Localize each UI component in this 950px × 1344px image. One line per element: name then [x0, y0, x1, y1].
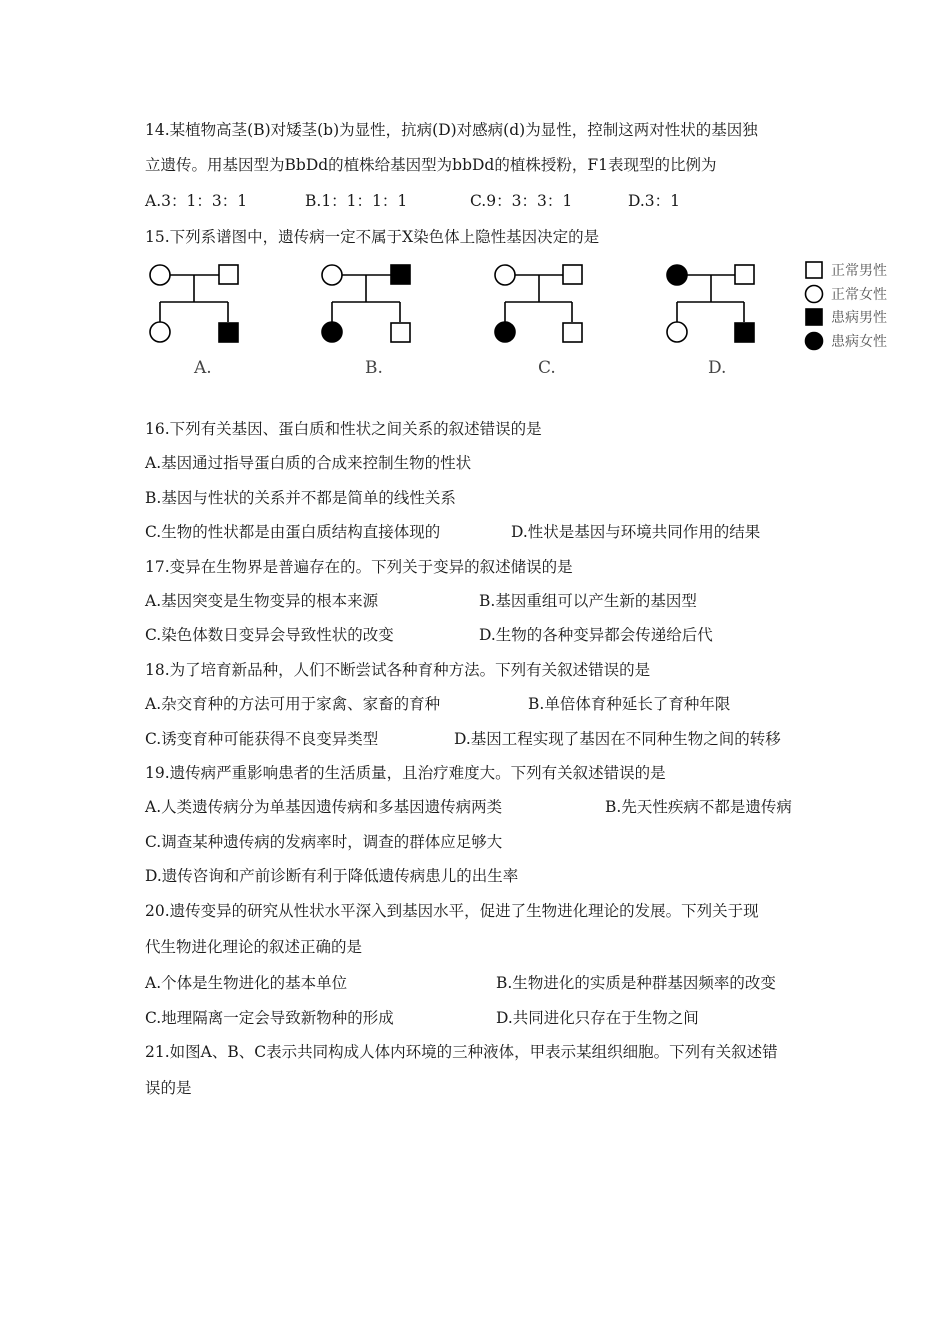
- q20-option-c: C.地理隔离一定会导致新物种的形成: [145, 1009, 394, 1027]
- legend-affected-male-symbol: [806, 309, 822, 325]
- q20-option-b: B.生物进化的实质是种群基因频率的改变: [496, 974, 776, 992]
- pedigree-d-father-normal: [735, 265, 754, 284]
- q15-stem: 15.下列系谱图中，遗传病一定不属于X染色体上隐性基因决定的是: [145, 228, 600, 246]
- pedigree-c-son-normal: [563, 323, 582, 342]
- q16-option-b: B.基因与性状的关系并不都是简单的线性关系: [145, 489, 456, 507]
- q17-option-a: A.基因突变是生物变异的根本来源: [145, 592, 379, 610]
- q19-stem: 19.遗传病严重影响患者的生活质量，且治疗难度大。下列有关叙述错误的是: [145, 764, 666, 782]
- pedigree-b-mother-normal: [322, 265, 342, 285]
- pedigree-label-a: A.: [194, 358, 212, 378]
- pedigree-b-daughter-affected: [322, 322, 342, 342]
- pedigree-a: [150, 265, 238, 342]
- q14-option-c: C.9：3：3：1: [470, 192, 573, 210]
- legend-normal-male-symbol: [806, 262, 822, 278]
- q16-stem: 16.下列有关基因、蛋白质和性状之间关系的叙述错误的是: [145, 420, 542, 438]
- pedigree-legend: [806, 262, 823, 350]
- pedigree-c-father-normal: [563, 265, 582, 284]
- legend-affected-female-symbol: [806, 333, 823, 350]
- q19-option-b: B.先天性疾病不都是遗传病: [605, 798, 792, 816]
- q20-option-d: D.共同进化只存在于生物之间: [496, 1009, 699, 1027]
- pedigree-a-daughter-normal: [150, 322, 170, 342]
- pedigree-d-son-affected: [735, 323, 754, 342]
- q21-stem-line1: 21.如图A、B、C表示共同构成人体内环境的三种液体，甲表示某组织细胞。下列有关叙述错: [145, 1043, 778, 1061]
- pedigree-b: [322, 265, 410, 342]
- q18-option-c: C.诱变育种可能获得不良变异类型: [145, 730, 379, 748]
- legend-normal-female-label: 正常女性: [831, 287, 887, 303]
- pedigree-b-father-affected: [391, 265, 410, 284]
- q14-stem-line1: 14.某植物高茎(B)对矮茎(b)为显性，抗病(D)对感病(d)为显性，控制这两对性状的基因独: [145, 121, 758, 139]
- q17-option-c: C.染色体数日变异会导致性状的改变: [145, 626, 394, 644]
- pedigree-b-son-normal: [391, 323, 410, 342]
- q18-option-b: B.单倍体育种延长了育种年限: [528, 695, 731, 713]
- q16-option-c: C.生物的性状都是由蛋白质结构直接体现的: [145, 523, 441, 541]
- q21-stem-line2: 误的是: [145, 1079, 192, 1097]
- legend-affected-male-label: 患病男性: [831, 310, 887, 326]
- pedigree-a-mother-normal: [150, 265, 170, 285]
- pedigree-a-father-normal: [219, 265, 238, 284]
- q14-stem-line2: 立遗传。用基因型为BbDd的植株给基因型为bbDd的植株授粉，F1表现型的比例为: [145, 156, 717, 174]
- pedigree-d-daughter-normal: [667, 322, 687, 342]
- q16-option-d: D.性状是基因与环境共同作用的结果: [511, 523, 761, 541]
- q17-option-d: D.生物的各种变异都会传递给后代: [479, 626, 713, 644]
- q16-option-a: A.基因通过指导蛋白质的合成来控制生物的性状: [145, 454, 472, 472]
- q19-option-a: A.人类遗传病分为单基因遗传病和多基因遗传病两类: [145, 798, 503, 816]
- q20-stem-line2: 代生物进化理论的叙述正确的是: [145, 938, 363, 956]
- q14-option-b: B.1：1：1：1: [305, 192, 408, 210]
- q14-option-d: D.3：1: [628, 192, 681, 210]
- q14-option-a: A.3：1：3：1: [145, 192, 248, 210]
- pedigree-a-son-affected: [219, 323, 238, 342]
- q18-stem: 18.为了培育新品种，人们不断尝试各种育种方法。下列有关叙述错误的是: [145, 661, 651, 679]
- pedigree-label-b: B.: [365, 358, 383, 378]
- q17-option-b: B.基因重组可以产生新的基因型: [479, 592, 697, 610]
- q18-option-d: D.基因工程实现了基因在不同种生物之间的转移: [454, 730, 781, 748]
- legend-normal-female-symbol: [806, 286, 823, 303]
- pedigree-c-mother-normal: [495, 265, 515, 285]
- q17-stem: 17.变异在生物界是普遍存在的。下列关于变异的叙述储误的是: [145, 558, 573, 576]
- q19-option-c: C.调查某种遗传病的发病率时，调查的群体应足够大: [145, 833, 503, 851]
- q20-option-a: A.个体是生物进化的基本单位: [145, 974, 348, 992]
- q19-option-d: D.遗传咨询和产前诊断有利于降低遗传病患儿的出生率: [145, 867, 519, 885]
- legend-affected-female-label: 患病女性: [831, 334, 887, 350]
- pedigree-d: [667, 265, 754, 342]
- pedigree-c: [495, 265, 582, 342]
- pedigree-label-d: D.: [708, 358, 727, 378]
- pedigree-d-mother-affected: [667, 265, 687, 285]
- pedigree-c-daughter-affected: [495, 322, 515, 342]
- q18-option-a: A.杂交育种的方法可用于家禽、家畜的育种: [145, 695, 441, 713]
- pedigree-label-c: C.: [538, 358, 556, 378]
- legend-normal-male-label: 正常男性: [831, 263, 887, 279]
- q20-stem-line1: 20.遗传变异的研究从性状水平深入到基因水平，促进了生物进化理论的发展。下列关于现: [145, 902, 759, 920]
